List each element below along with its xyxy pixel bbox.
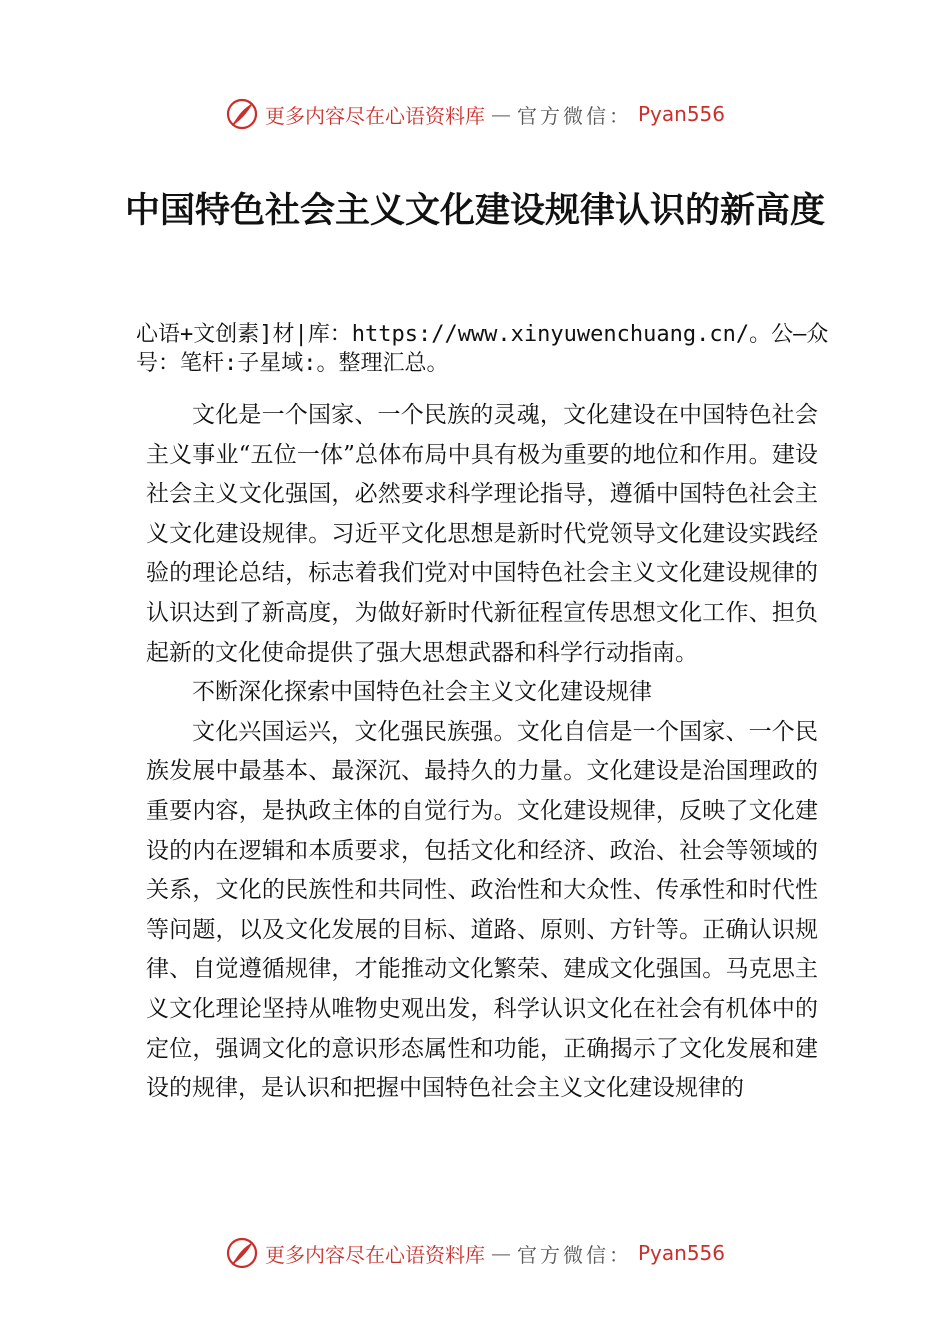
banner-separator: — xyxy=(490,1241,511,1265)
document-body xyxy=(146,396,818,1109)
banner-slogan: 更多内容尽在心语资料库 xyxy=(264,1242,485,1267)
banner-slogan: 更多内容尽在心语资料库 xyxy=(264,103,485,128)
banner-wechat-label: 官方微信： xyxy=(516,1242,632,1267)
banner-wechat-label: 官方微信： xyxy=(516,103,632,128)
quill-logo-icon xyxy=(225,97,259,131)
section-heading: 不断深化探索中国特色社会主义文化建设规律 xyxy=(192,679,652,706)
banner-wechat-id: Pyan556 xyxy=(637,102,725,126)
banner-separator: — xyxy=(490,102,511,126)
paragraph: 文化是一个国家、一个民族的灵魂，文化建设在中国特色社会主义事业“五位一体”总体布局中具有极为重要的地位和作用。建设社会主义文化强国，必然要求科学理论指导，遵循中国特色社会主义文化建设规律。习近平文化思想是新时代党领导文化建设实践经验的理论总结，标志着我们党对中国特色社会主义文化建设规律的认识达到了新高度，为做好新时代新征程宣传思想文化工作、担负起新的文化使命提供了强大思想武器和科学行动指南。 xyxy=(146,402,818,666)
document-title: 中国特色社会主义文化建设规律认识的新高度 xyxy=(124,191,825,231)
footer-banner xyxy=(0,1233,950,1273)
paragraph: 文化兴国运兴，文化强民族强。文化自信是一个国家、一个民族发展中最基本、最深沉、最持久的力量。文化建设是治国理政的重要内容，是执政主体的自觉行为。文化建设规律，反映了文化建设的内在逻辑和本质要求，包括文化和经济、政治、社会等领域的关系，文化的民族性和共同性、政治性和大众性、传承性和时代性等问题，以及文化发展的目标、道路、原则、方针等。正确认识规律、自觉遵循规律，才能推动文化繁荣、建成文化强国。马克思主义文化理论坚持从唯物史观出发，科学认识文化在社会有机体中的定位，强调文化的意识形态属性和功能，正确揭示了文化发展和建设的规律，是认识和把握中国特色社会主义文化建设规律的 xyxy=(146,718,818,1102)
header-banner xyxy=(0,94,950,134)
banner-wechat-id: Pyan556 xyxy=(637,1241,725,1265)
source-line: 心语+文创素]材|库：https://www.xinyuwenchuang.cn/。公—众号：笔杆:子星域:。整理汇总。 xyxy=(136,322,829,376)
quill-logo-icon xyxy=(225,1236,259,1270)
